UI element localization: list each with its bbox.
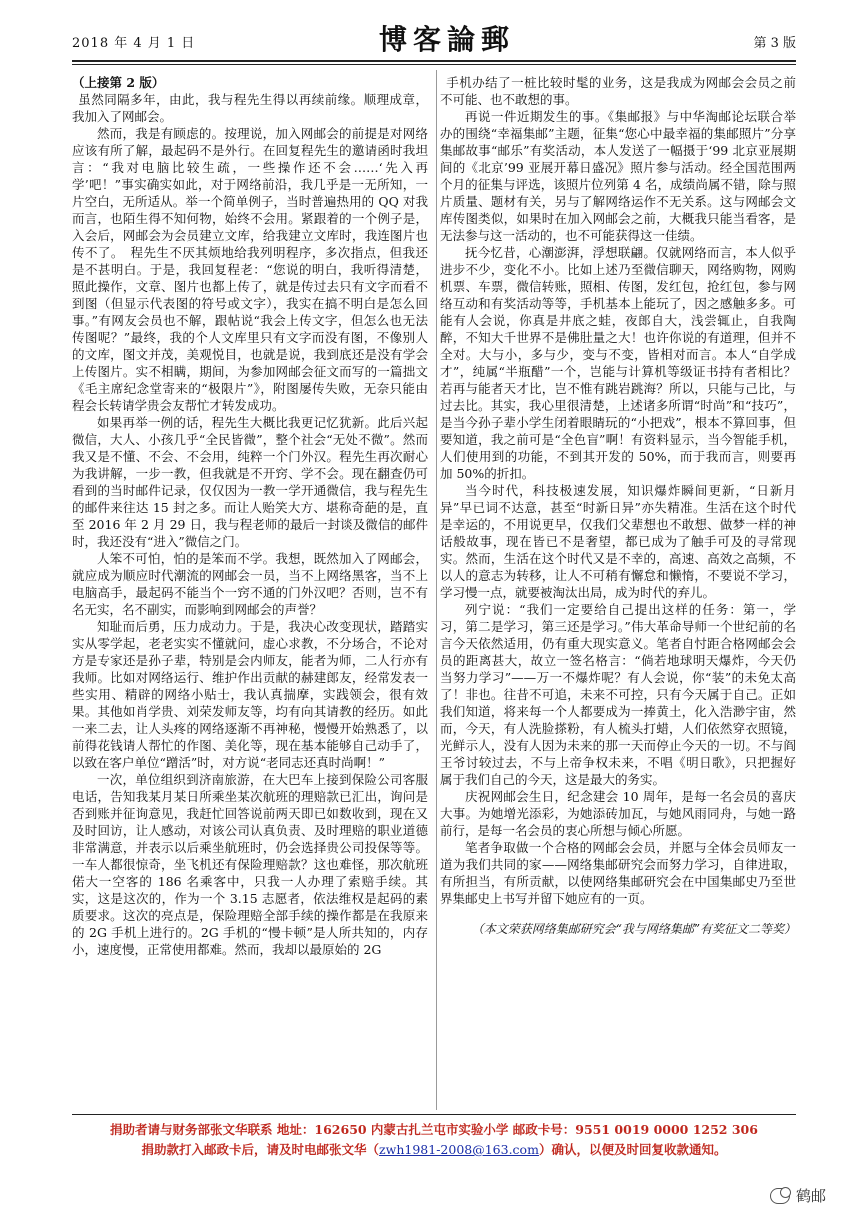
paragraph: 抚今忆昔，心潮澎湃，浮想联翩。仅就网络而言，本人似乎进步不少，变化不小。比如上述乃至微信聊天，网络购物，网购机票、车票，微信转账，照相、传图，发红包，抢红包，参与网络互动和有奖活动等等，手机基本上能玩了，因之感触多多。可能有人会说，你真是井底之蛙，夜郎自大，浅尝辄止，自我陶醉，不知大千世界不是佛肚量之大！也许你说的有道理，但并不全对。大与小，多与少，变与不变，皆相对而言。本人“自学成才”，纯属“半瓶醋”一个，岂能与计算机等级证书持有者相比？若再与能者天才比，岂不惟有跳岩跳海？所以，只能与己比，与过去比。其实，我心里很清楚，上述诸多所谓“时尚”和“技巧”，是当今孙子辈小学生闭着眼睛玩的“小把戏”，根本不算回事，但要知道，我之前可是“全色盲”啊！有资料显示，当今智能手机，人们使用到的功能，不到其开发的 50%，而于我而言，则要再加 50%的折扣。 xyxy=(440,245,796,481)
masthead xyxy=(72,18,796,58)
award-note: （本文荣获网络集邮研究会“我与网络集邮”有奖征文二等奖） xyxy=(471,922,796,936)
edition-number: 第 3 版 xyxy=(753,36,796,51)
article-column-right xyxy=(440,74,796,1110)
wechat-icon xyxy=(770,1188,790,1204)
issue-date: 2018 年 4 月 1 日 xyxy=(72,36,196,51)
donation-footer xyxy=(72,1120,796,1160)
footer-line-2-prefix: 捐助款打入邮政卡后，请及时电邮张文华（ xyxy=(141,1142,380,1157)
paragraph: 虽然同隔多年，由此，我与程先生得以再续前缘。顺理成章，我加入了网邮会。 xyxy=(72,92,428,124)
wechat-watermark xyxy=(770,1185,826,1206)
paragraph: 如果再举一例的话，程先生大概比我更记忆犹新。此后兴起微信，大人、小孩几乎“全民皆微”，整个社会“无处不微”。然而我又是不懂、不会、不会用，纯粹一个门外汉。程先生再次耐心为我讲解，一步一教，但我就是不开窍、学不会。现在翻查仍可看到的当时邮件记录，仅仅因为一教一学开通微信，我与程先生的邮件来往达 15 封之多。而让人贻笑大方、堪称奇葩的是，直至 2016 年 2 月 29 日，我与程老师的最后一封谈及微信的邮件时，我还没有“进入”微信之门。 xyxy=(72,415,428,549)
footer-line-2 xyxy=(72,1140,796,1160)
header-rule-thin xyxy=(72,64,796,65)
paragraph: 一次，单位组织到济南旅游，在大巴车上接到保险公司客服电话，告知我某月某日所乘坐某次航班的理赔款已汇出，询问是否到账并征询意见，我赶忙回答说前两天即已如数收到，现在又及时回访，让人感动，对该公司认真负责、及时理赔的职业道德非常满意，并表示以后乘坐航班时，仍会选择贵公司投保等等。一车人都很惊奇，坐飞机还有保险理赔款？这也难怪，那次航班偌大一空客的 186 名乘客中，只我一人办理了索赔手续。其实，这是这次的，作为一个 3.15 志愿者，依法维权是起码的素质要求。这次的亮点是，保险理赔全部手续的操作都是在我原来的 2G 手机上进行的。2G 手机的“慢卡顿”是人所共知的，内存小，速度慢，正常使用都难。然而，我却以最原始的 2G xyxy=(72,772,428,957)
watermark-label: 鹤邮 xyxy=(796,1187,827,1205)
paragraph: 庆祝网邮会生日，纪念建会 10 周年，是每一名会员的喜庆大事。为她增光添彩，为她添砖加瓦，与她风雨同舟，与她一路前行，是每一名会员的衷心所想与倾心所愿。 xyxy=(440,789,796,838)
article-column-left xyxy=(72,74,428,1110)
paragraph: 然而，我是有顾虑的。按理说，加入网邮会的前提是对网络应该有所了解，最起码不是外行。在回复程先生的邀请函时我坦言：“我对电脑比较生疏，一些操作还不会……‘先入再学’吧！”事实确实如此，对于网络前沿，我几乎是一无所知，一片空白，无所适从。举一个简单例子，当时普遍热用的 QQ 对我而言，也陌生得不知何物，始终不会用。紧跟着的一个例子是，入会后，网邮会为会员建立文库，给我建立文库时，我连图片也传不了。 程先生不厌其烦地给我列明程序，多次指点，但我还是不甚明白。于是，我回复程老：“您说的明白，我听得清楚，照此操作，文章、图片也都上传了，就是传过去只有文字而看不到图（但显示代表图的符号或文字），我实在搞不明白是怎么回事。”有网友会员也不解，跟帖说“我会上传文字，但怎么也无法传图呢？”最终，我的个人文库里只有文字而没有图，不像别人的文库，图文并茂，美观悦目，也就是说，我到底还是没有学会上传图片。实不相瞒，期间，为参加网邮会征文而写的一篇拙文《毛主席纪念堂寄来的“极限片”》，附图屡传失败，无奈只能由程会长转请学贵会友帮忙才转发成功。 xyxy=(72,126,428,413)
paragraph: 笔者争取做一个合格的网邮会会员，并愿与全体会员师友一道为我们共同的家——网络集邮研究会而努力学习，自律进取，有所担当，有所贡献，以使网络集邮研究会在中国集邮史乃至世界集邮史上书写并留下她应有的一页。 xyxy=(440,840,796,906)
paragraph: 知耻而后勇，压力成动力。于是，我决心改变现状，踏踏实实从零学起，老老实实不懂就问，虚心求教，不分场合，不论对方是专家还是孙子辈，特别是会内师友，能者为师，二人行亦有我师。比如对网络运行、维护作出贡献的赫建郎友，经常发表一些实用、精辟的网络小贴士，我认真揣摩，实践领会，很有效果。其他如肖学贵、刘荣发师友等，均有向其请教的经历。如此一来二去，让人头疼的网络逐渐不再神秘，慢慢开始熟悉了，以前得花钱请人帮忙的作图、美化等，现在基本能够自己动手了，以致在客户单位“蹭活”时，对方说“老同志还真时尚啊！” xyxy=(72,619,428,770)
paragraph: 人笨不可怕，怕的是笨而不学。我想，既然加入了网邮会，就应成为顺应时代潮流的网邮会一员，当不上网络黑客，当不上电脑高手，最起码不能当个一窍不通的门外汉吧？否则，岂不有名无实，名不副实，而影响到网邮会的声誉？ xyxy=(72,551,428,617)
paragraph: 列宁说：“我们一定要给自己提出这样的任务：第一，学习，第二是学习，第三还是学习。”伟大革命导师一个世纪前的名言今天依然适用，仍有重大现实意义。笔者自忖距合格网邮会会员的距离甚大，故立一签名格言：“倘若地球明天爆炸，今天仍当努力学习”——万一不爆炸呢？有人会说，你“装”的未免太高了！非也。往昔不可追，未来不可控，只有今天属于自己。正如我们知道，将来每一个人都要成为一捧黄土，化入浩渺宇宙，然而，今天，有人洗脸搽粉，有人梳头打蜡，人们依然穿衣照镜，光鲜示人，没有人因为未来的那一天而停止今天的一切。不与阎王爷讨较过去，不与上帝争权未来，不唱《明日歌》，只把握好属于我们自己的今天，这是最大的务实。 xyxy=(440,602,796,787)
paragraph: 当今时代，科技极速发展，知识爆炸瞬间更新，“日新月异”早已词不达意，甚至“时新日异”亦失精准。生活在这个时代是幸运的，不用说更早，仅我们父辈想也不敢想、做梦一样的神话般故事，现在皆已不是奢望，都已成为了触手可及的寻常现实。然而，生活在这个时代又是不幸的，高速、高效之高频，不以人的意志为转移，让人不可稍有懈怠和懒惰，不要说不学习，学习慢一点，就要被淘汰出局，成为时代的弃儿。 xyxy=(440,483,796,600)
paragraph: 手机办结了一桩比较时髦的业务，这是我成为网邮会会员之前不可能、也不敢想的事。 xyxy=(440,75,796,107)
footer-line-2-suffix: ）确认，以便及时回复收款通知。 xyxy=(538,1142,727,1157)
email-link[interactable]: zwh1981-2008@163.com xyxy=(379,1142,539,1157)
header-rule xyxy=(72,60,796,62)
column-divider xyxy=(436,70,437,1110)
newspaper-title: 博客論郵 xyxy=(378,23,515,56)
footer-rule xyxy=(72,1114,796,1115)
footer-line-1: 捐助者请与财务部张文华联系 地址：162650 内蒙古扎兰屯市实验小学 邮政卡号：9551 0019 0000 1252 306 xyxy=(110,1122,758,1137)
paragraph: 再说一件近期发生的事。《集邮报》与中华淘邮论坛联合举办的围绕“幸福集邮”主题，征集“您心中最幸福的集邮照片”分享集邮故事“邮乐”有奖活动，本人发送了一幅摄于‘99 北京亚展期间的《北京’99 亚展开幕日盛况》照片参与活动。经全国范围两个月的征集与评选，该照片位列第 4 名，成绩尚属不错，除与照片质量、题材有关，另与了解网络运作不无关系。这与网邮会文库传图类似，如果时在加入网邮会之前，大概我只能当看客，是无法参与这一活动的，也不可能获得这一佳绩。 xyxy=(440,109,796,243)
continued-label: （上接第 2 版） xyxy=(72,75,165,90)
